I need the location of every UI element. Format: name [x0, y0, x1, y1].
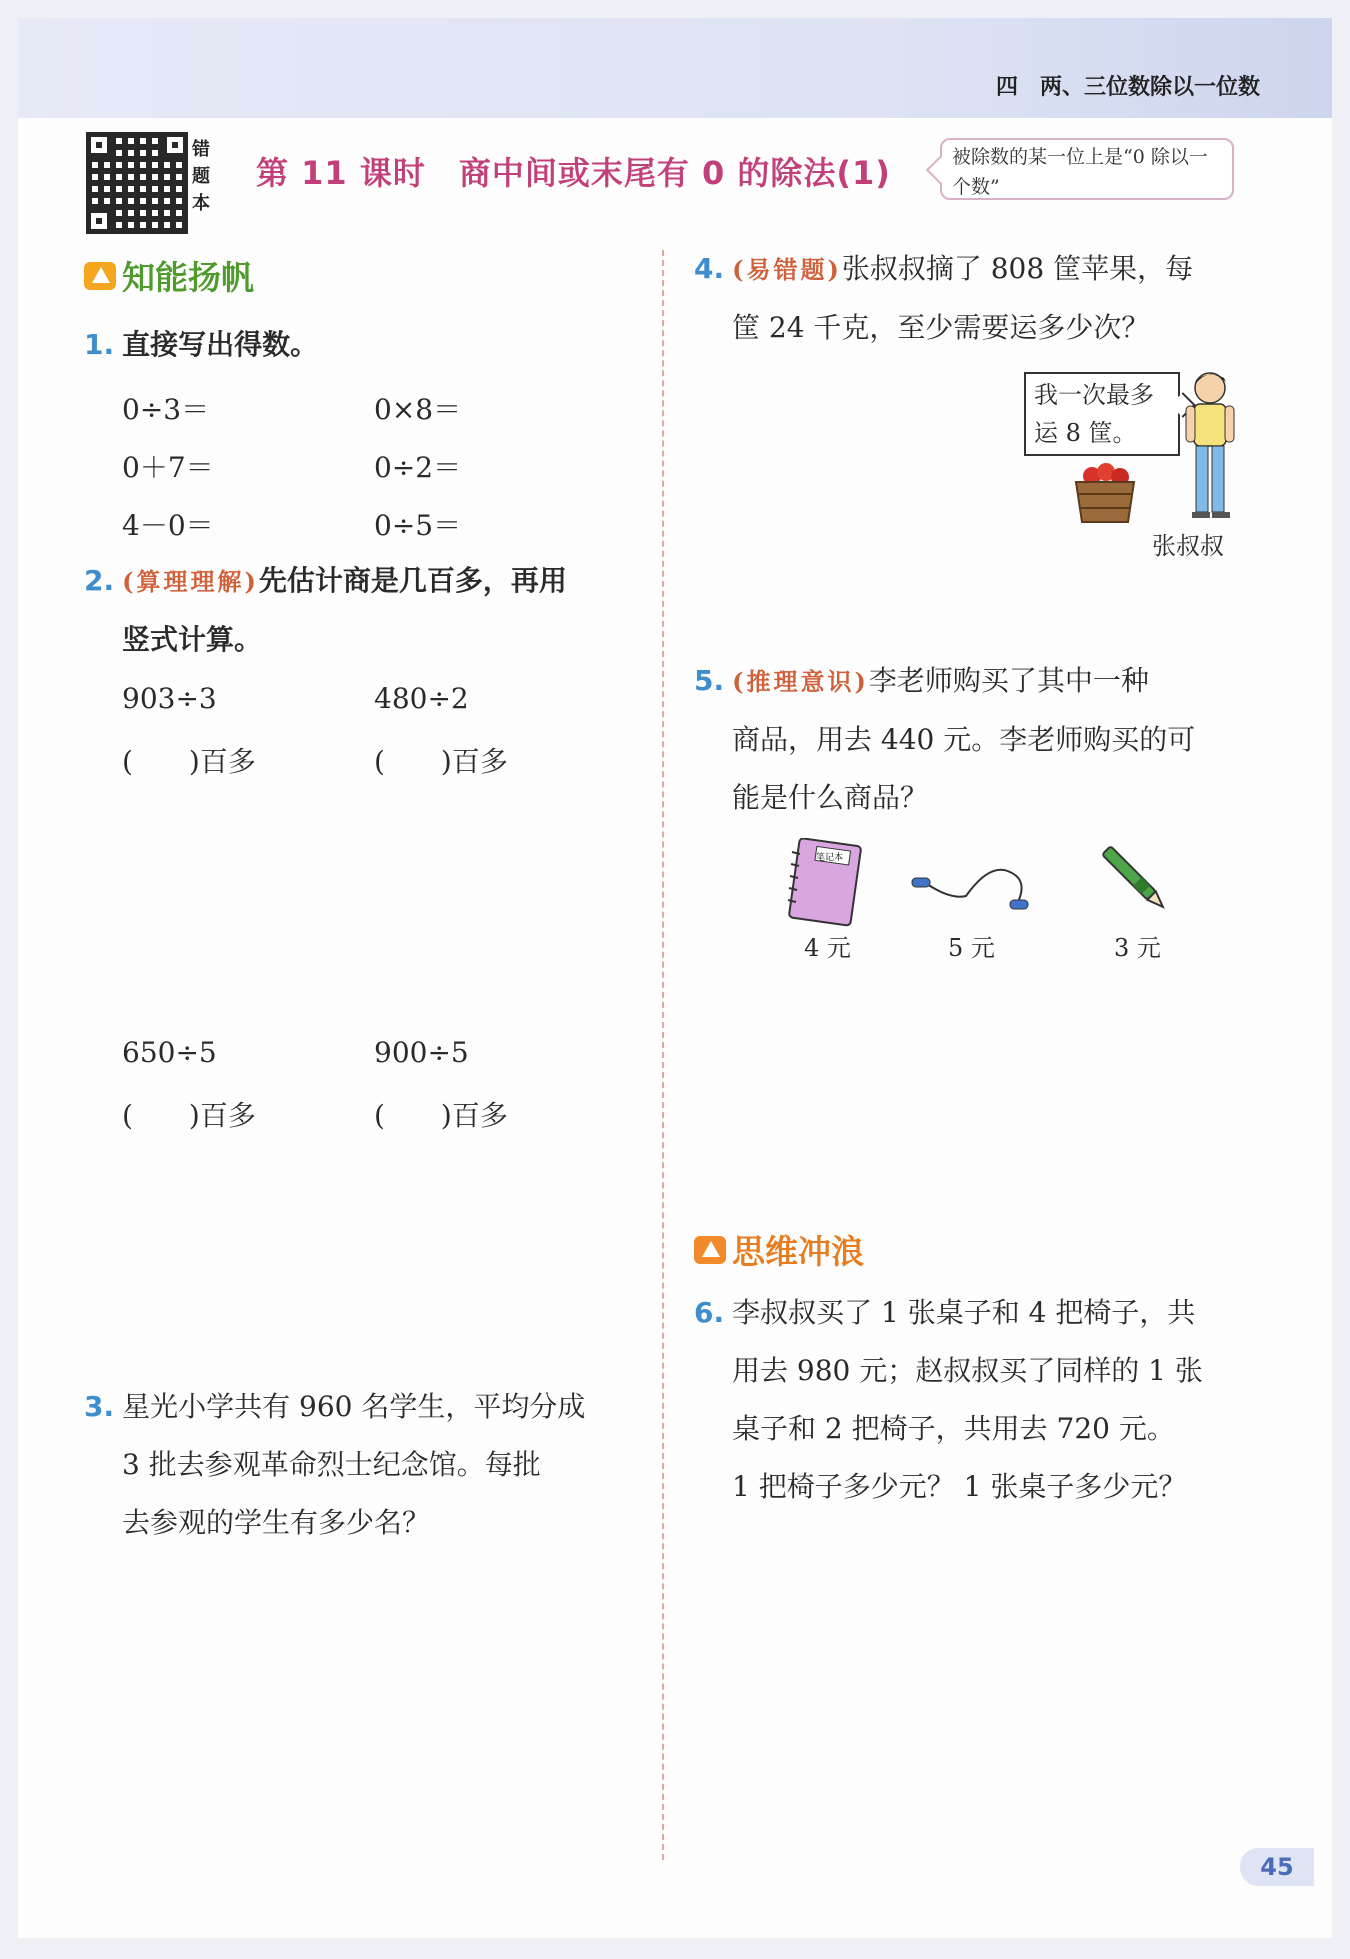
question-3 — [84, 1378, 585, 1552]
q2-estimate-blank[interactable]: ( )百多 — [374, 1099, 508, 1132]
q2-number: 2. — [84, 564, 115, 597]
price-label: 4 元 — [804, 934, 851, 962]
bubble-line-1: 我一次最多 — [1034, 381, 1154, 409]
question-2 — [84, 552, 567, 669]
q6-number: 6. — [694, 1296, 725, 1329]
q2-estimate-blank[interactable]: ( )百多 — [122, 745, 256, 778]
speech-bubble — [1024, 372, 1180, 456]
q5-number: 5. — [694, 664, 725, 697]
header-band — [18, 18, 1332, 118]
q2-expr: 480÷2 — [374, 682, 469, 715]
q3-number: 3. — [84, 1390, 115, 1423]
price-label: 3 元 — [1114, 934, 1161, 962]
lesson-title: 第 11 课时 商中间或末尾有 0 的除法(1) — [256, 154, 891, 192]
q1-item: 0÷5＝ — [374, 509, 462, 542]
price-label: 5 元 — [948, 934, 995, 962]
q3-line-2: 3 批去参观革命烈士纪念馆。每批 — [122, 1448, 541, 1481]
qr-code[interactable] — [86, 132, 188, 234]
q2-expr: 650÷5 — [122, 1036, 217, 1069]
q1-item: 0＋7＝ — [122, 451, 214, 484]
apple-basket-icon — [1070, 460, 1140, 526]
q3-line-1: 星光小学共有 960 名学生，平均分成 — [122, 1390, 586, 1423]
q6-line-3: 桌子和 2 把椅子，共用去 720 元。 — [732, 1412, 1175, 1445]
sail-icon — [84, 262, 116, 290]
q4-number: 4. — [694, 252, 725, 285]
question-4 — [694, 240, 1193, 357]
note-bubble: 被除数的某一位上是“0 除以一个数” — [940, 138, 1234, 200]
section-thinking-label: 思维冲浪 — [732, 1232, 864, 1271]
question-1 — [84, 316, 318, 374]
column-divider — [662, 250, 664, 1860]
q2-estimate-blank[interactable]: ( )百多 — [122, 1099, 256, 1132]
q5-line-3: 能是什么商品？ — [732, 781, 929, 814]
page-number: 45 — [1240, 1848, 1314, 1886]
section-basic-label: 知能扬帆 — [122, 258, 254, 297]
pen-icon — [1094, 838, 1178, 922]
q6-line-4: 1 把椅子多少元？ 1 张桌子多少元？ — [732, 1470, 1187, 1503]
q6-line-1: 李叔叔买了 1 张桌子和 4 把椅子，共 — [732, 1296, 1196, 1329]
q2-text-2: 竖式计算。 — [122, 623, 263, 656]
section-thinking — [694, 1226, 864, 1273]
q1-item: 4－0＝ — [122, 509, 214, 542]
q2-expr: 903÷3 — [122, 682, 217, 715]
q5-tag: (推理意识) — [732, 667, 869, 696]
bubble-line-2: 运 8 筐。 — [1034, 419, 1137, 447]
question-6 — [694, 1284, 1203, 1516]
q1-item: 0÷3＝ — [122, 393, 210, 426]
q4-tag: (易错题) — [732, 255, 842, 284]
q2-text-1: 先估计商是几百多，再用 — [258, 564, 567, 597]
uncle-zhang-figure — [1180, 366, 1240, 522]
q1-item: 0×8＝ — [374, 393, 462, 426]
chapter-title: 四 两、三位数除以一位数 — [995, 75, 1260, 100]
q5-line-2: 商品，用去 440 元。李老师购买的可 — [732, 723, 1196, 756]
wave-icon — [694, 1236, 726, 1264]
person-label: 张叔叔 — [1152, 532, 1224, 560]
question-5 — [694, 652, 1195, 827]
q3-line-3: 去参观的学生有多少名？ — [122, 1506, 431, 1539]
notebook-cover-text: 笔记本 — [816, 853, 844, 863]
section-basic — [84, 252, 254, 299]
q2-expr: 900÷5 — [374, 1036, 469, 1069]
q2-tag: (算理理解) — [122, 567, 259, 596]
q2-estimate-blank[interactable]: ( )百多 — [374, 745, 508, 778]
q4-line-2: 筐 24 千克，至少需要运多少次？ — [732, 311, 1150, 344]
jump-rope-icon — [910, 852, 1034, 914]
q5-line-1: 李老师购买了其中一种 — [868, 664, 1149, 697]
q4-line-1: 张叔叔摘了 808 筐苹果，每 — [841, 252, 1194, 285]
notebook-icon — [786, 838, 866, 928]
qr-label: 错题本 — [192, 139, 210, 214]
q1-text: 直接写出得数。 — [122, 328, 319, 361]
q1-item: 0÷2＝ — [374, 451, 462, 484]
q1-number: 1. — [84, 328, 115, 361]
q6-line-2: 用去 980 元；赵叔叔买了同样的 1 张 — [732, 1354, 1203, 1387]
